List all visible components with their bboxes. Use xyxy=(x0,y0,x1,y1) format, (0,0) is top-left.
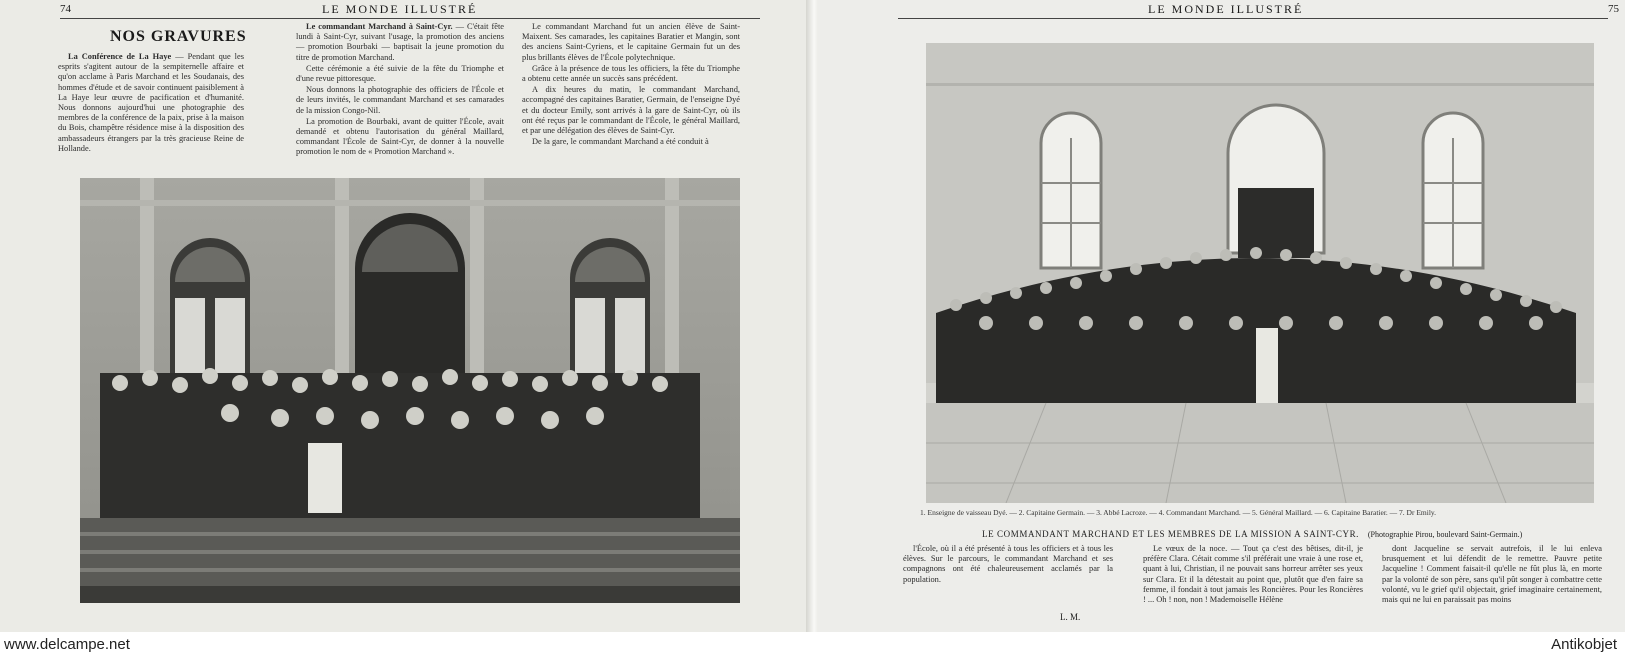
photo-saint-cyr-mission xyxy=(926,43,1594,503)
right-folio: 75 xyxy=(1608,3,1619,15)
left-page xyxy=(0,0,812,632)
article-head-la-haye: La Conférence de La Haye xyxy=(68,52,172,61)
left-folio: 74 xyxy=(60,3,71,15)
article-p6: Grâce à la présence de tous les officiers, la fête du Triomphe a obtenu cette année un succès sans précédent. xyxy=(522,63,740,84)
photo-saint-cyr-illustration xyxy=(926,43,1594,503)
photo-legend: 1. Enseigne de vaisseau Dyé. — 2. Capitaine Germain. — 3. Abbé Lacroze. — 4. Commandant Marchand. — 5. Général Maillard. — 6. Capitaine Baratier. — 7. Dr Emily. xyxy=(920,508,1437,517)
right-column-text-3: dont Jacqueline se servait autrefois, il le lui enleva brusquement et lui défendit de le remettre. Pauvre petite Jacqueline ! Comment faisait-il qu'elle ne fût plus là, en morte par la volonté de son père, sans qu'il pût songer à combattre cette volonté, vu le grief qu'il objectait, grief imaginaire certainement, mais qui ne lui en paraissait pas moins xyxy=(1382,544,1602,605)
article-p4: La promotion de Bourbaki, avant de quitter l'École, avait demandé et obtenu l'autorisation du général Maillard, commandant l'École de Saint-Cyr, de donner à la nouvelle promotion le nom de « Promotion Marchand ». xyxy=(296,116,504,157)
caption-title: LE COMMANDANT MARCHAND ET LES MEMBRES DE LA MISSION A SAINT-CYR. xyxy=(982,529,1360,539)
photo-la-haye-conference xyxy=(80,178,740,603)
article-p5: Le commandant Marchand fut un ancien élève de Saint-Maixent. Ses camarades, les capitaines Baratier et Mangin, sont des anciens Saint-Cyriens, et le capitaine Germain fut un des plus brillants élèves de l'École polytechnique. xyxy=(522,22,740,62)
right-column-text-2: Le vœux de la noce. — Tout ça c'est des bêtises, dit-il, je préfère Clara. Cétait comme s'il préférait une vraie à une rose et, quant à lui, Christian, il ne pouvait sans horreur arrêter ses yeux sur Clara. Et il la détestait au point que, plutôt que d'en faire sa femme, il fondait à tout jamais les Roncières. Pour les Roncières ! ... Oh ! non, non ! Mademoiselle Hélène xyxy=(1143,544,1363,605)
article-p3: Nous donnons la photographie des officiers de l'École et de leurs invités, le commandant Marchand et ses camarades de la mission Congo-Nil. xyxy=(296,85,504,115)
column-right-2 xyxy=(1143,544,1363,632)
article-p2: Cette cérémonie a été suivie de la fête du Triomphe et d'une revue pittoresque. xyxy=(296,63,504,84)
right-column-text-1: l'École, où il a été présenté à tous les officiers et à tous les élèves. Sur le parcours, le commandant Marchand et ses compagnons ont été chaleureusement acclamés par la population. xyxy=(903,544,1113,584)
header-rule xyxy=(60,18,760,19)
article-p8: De la gare, le commandant Marchand a été conduit à xyxy=(532,137,709,147)
left-running-head: LE MONDE ILLUSTRÉ xyxy=(322,2,478,16)
column-marchand xyxy=(296,22,504,159)
caption-credit: (Photographie Pirou, boulevard Saint-Germain.) xyxy=(1367,530,1523,539)
footer-seller: Antikobjet xyxy=(1551,636,1617,653)
footer-bar xyxy=(0,632,1625,654)
article-head-marchand: Le commandant Marchand à Saint-Cyr. xyxy=(306,22,453,31)
right-running-head: LE MONDE ILLUSTRÉ xyxy=(1148,2,1304,16)
column-right-1 xyxy=(903,544,1113,586)
photo-la-haye-illustration xyxy=(80,178,740,603)
photo-caption xyxy=(982,529,1522,539)
column-marchand-cont xyxy=(522,22,740,148)
article-p7: A dix heures du matin, le commandant Marchand, accompagné des capitaines Baratier, Germain, de l'enseigne Dyé et du docteur Emily, sont arrivés à la gare de Saint-Cyr, où ils ont été reçus par le commandant de l'École, le général Maillard, et par une délégation des élèves de Saint-Cyr. xyxy=(522,85,740,136)
column-la-haye xyxy=(58,52,244,155)
header-rule-right xyxy=(898,18,1608,19)
article-p1: — C'était fête lundi à Saint-Cyr, suivant l'usage, la promotion des anciens — promotion Bourbaki — baptisait la jeune promotion du titre de promotion Marchand. xyxy=(296,22,504,62)
article-signature: L. M. xyxy=(1060,612,1081,622)
column-right-3 xyxy=(1382,544,1602,632)
article-text-la-haye: — Pendant que les esprits s'agitent autour de la sempiternelle affaire et qu'on acclame à Paris Marchand et les Soudanais, des hommes d'étude et de savoir continuent paisiblement à La Haye leur œuvre de pacification et d'humanité. Nous donnons aujourd'hui une photographie des membres de la conférence de la paix, prise à la maison du Bois, champêtre résidence mise à la disposition des ambassadeurs étrangers par la très gracieuse Reine de Hollande. xyxy=(58,52,244,153)
footer-source: www.delcampe.net xyxy=(4,636,130,653)
section-title: NOS GRAVURES xyxy=(110,28,247,45)
